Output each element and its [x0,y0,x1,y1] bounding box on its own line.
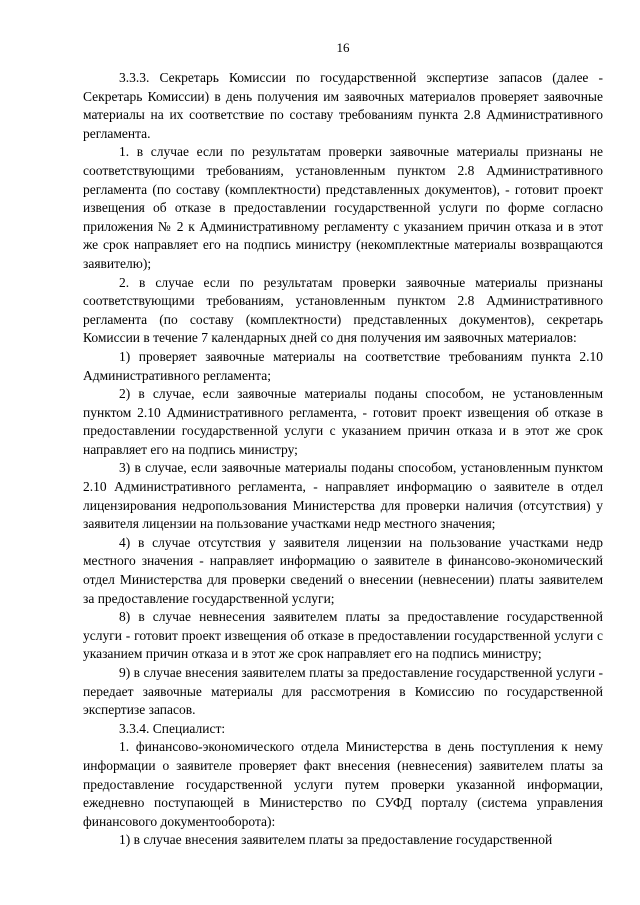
paragraph-subitem-3: 3) в случае, если заявочные материалы поданы способом, установленным пунктом 2.10 Административного регламента, - направляет информацию о заявителе в отдел лицензирования недропользования Министерства для проверки наличия (отсутствия) у заявителя лицензии на пользование участками недр местного значения; [83,460,603,532]
paragraph-3-3-4-subitem-1: 1) в случае внесения заявителем платы за предоставление государственной [119,832,553,848]
page-number: 16 [336,40,350,55]
paragraph-subitem-4: 4) в случае отсутствия у заявителя лицензии на пользование участками недр местного значения - направляет информацию о заявителе в финансово-экономический отдел Министерства для проверки сведений о внесении (невнесении) платы заявителем за предоставление государственной услуги; [83,534,603,606]
paragraph-subitem-2: 2) в случае, если заявочные материалы поданы способом, не установленным пунктом 2.10 Административного регламента, - готовит проект извещения об отказе в предоставлении государственной услуги с указанием причин отказа и в этот же срок направляет его на подпись министру; [83,386,603,457]
paragraph-item-2: 2. в случае если по результатам проверки заявочные материалы признаны соответствующими требованиям, установленным пунктом 2.8 Административного регламента (по составу (комплектности) представленных документов), секретарь Комиссии в течение 7 календарных дней со дня получения им заявочных материалов: [83,274,603,346]
paragraph-subitem-1: 1) проверяет заявочные материалы на соответствие требованиям пункта 2.10 Административного регламента; [83,348,603,383]
document-body [83,69,603,850]
paragraph-3-3-3: 3.3.3. Секретарь Комиссии по государственной экспертизе запасов (далее - Секретарь Комиссии) в день получения им заявочных материалов проверяет заявочные материалы на их соответствие по составу требованиям пункта 2.8 Административного регламента. [83,70,603,141]
paragraph-item-1: 1. в случае если по результатам проверки заявочные материалы признаны не соответствующими требованиям, установленным пунктом 2.8 Административного регламента (по составу (комплектности) представленных документов), - готовит проект извещения об отказе в предоставлении государственной услуги по форме согласно приложения № 2 к Административному регламенту с указанием причин отказа и в этот же срок направляет его на подпись министру (некомплектные материалы возвращаются заявителю); [83,144,603,271]
paragraph-subitem-8: 8) в случае невнесения заявителем платы за предоставление государственной услуги - готовит проект извещения об отказе в предоставлении государственной услуги с указанием причин отказа и в этот же срок направляет его на подпись министру; [83,609,603,662]
document-page [83,40,603,850]
paragraph-3-3-4-item-1: 1. финансово-экономического отдела Министерства в день поступления к нему информации о заявителе проверяет факт внесения (невнесения) заявителем платы за предоставление государственной услуги путем проверки указанной информации, ежедневно поступающей в Министерство по СУФД порталу (система управления финансового документооборота): [83,739,603,829]
paragraph-3-3-4: 3.3.4. Специалист: [119,720,226,736]
paragraph-subitem-9: 9) в случае внесения заявителем платы за предоставление государственной услуги - передает заявочные материалы для рассмотрения в Комиссию по государственной экспертизе запасов. [83,665,603,718]
